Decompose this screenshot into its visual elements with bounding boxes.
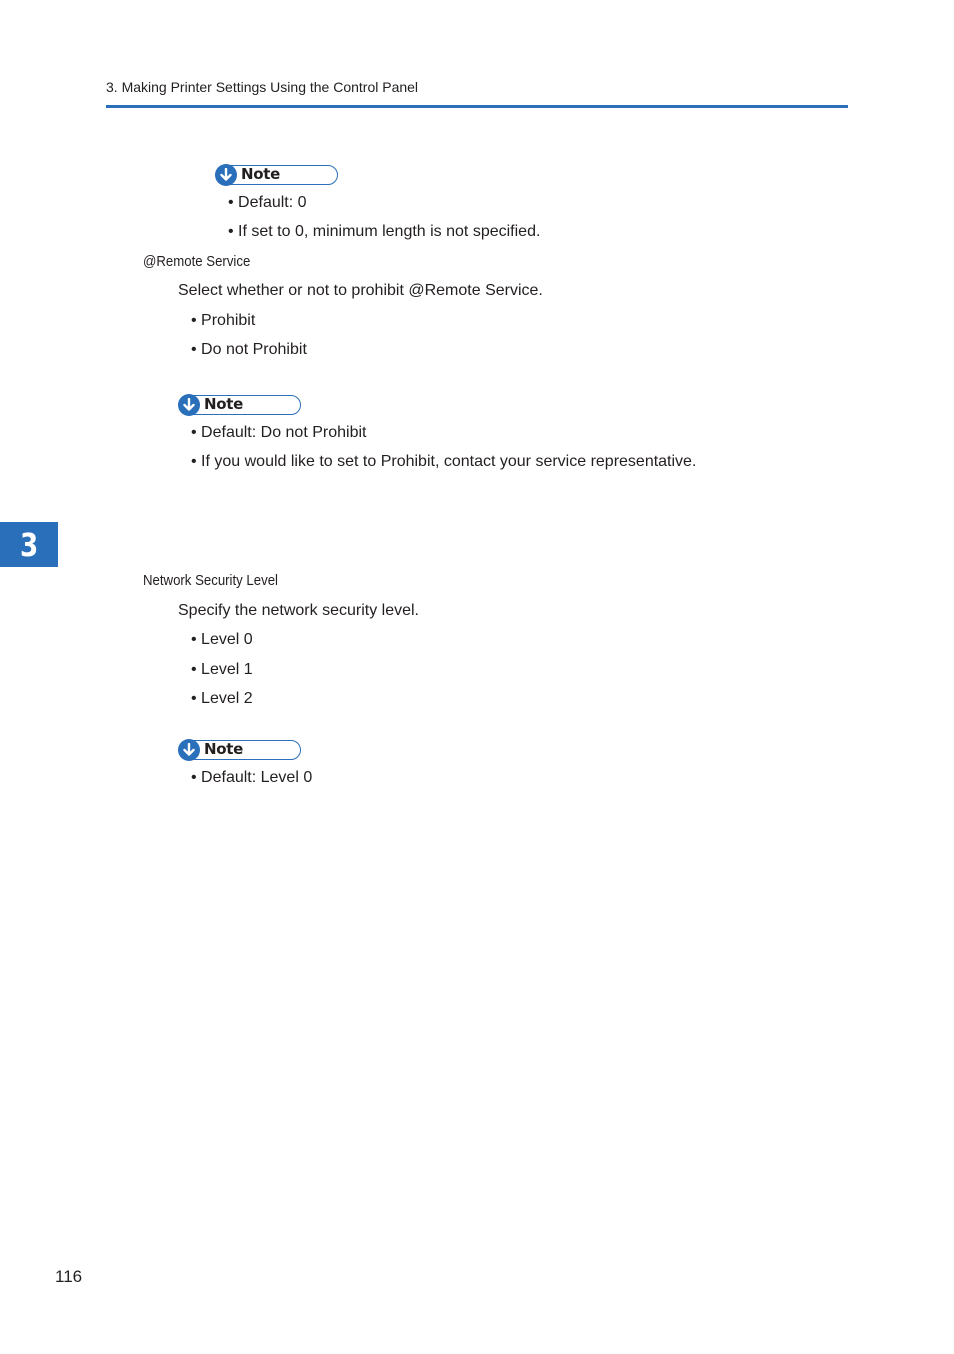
option-item: • Level 2 bbox=[191, 690, 253, 708]
running-header-title: 3. Making Printer Settings Using the Control Panel bbox=[106, 79, 419, 95]
option-item: • Level 1 bbox=[191, 661, 253, 679]
page-number: 116 bbox=[55, 1267, 83, 1286]
section-title-network-security-level: Network Security Level bbox=[143, 572, 278, 589]
option-item: • Level 0 bbox=[191, 631, 253, 649]
note-badge bbox=[179, 395, 301, 415]
down-arrow-icon bbox=[178, 739, 200, 761]
chapter-number: 3 bbox=[19, 525, 39, 564]
section-description: Select whether or not to prohibit @Remote Service. bbox=[178, 282, 543, 299]
option-item: • Do not Prohibit bbox=[191, 341, 307, 359]
header-rule bbox=[106, 105, 848, 108]
down-arrow-icon bbox=[215, 164, 237, 186]
note-label: Note bbox=[204, 395, 244, 413]
note-label: Note bbox=[204, 740, 244, 758]
note-item: • If set to 0, minimum length is not specified. bbox=[228, 223, 540, 241]
section-title-remote-service: @Remote Service bbox=[143, 253, 251, 270]
option-item: • Prohibit bbox=[191, 312, 255, 330]
down-arrow-icon bbox=[178, 394, 200, 416]
note-item: • If you would like to set to Prohibit, contact your service representative. bbox=[191, 453, 696, 471]
note-item: • Default: 0 bbox=[228, 194, 307, 212]
chapter-tab bbox=[0, 522, 58, 567]
note-item: • Default: Do not Prohibit bbox=[191, 424, 366, 442]
note-badge bbox=[216, 165, 338, 185]
note-item: • Default: Level 0 bbox=[191, 769, 312, 787]
section-description: Specify the network security level. bbox=[178, 602, 419, 619]
note-badge bbox=[179, 740, 301, 760]
note-label: Note bbox=[241, 165, 281, 183]
